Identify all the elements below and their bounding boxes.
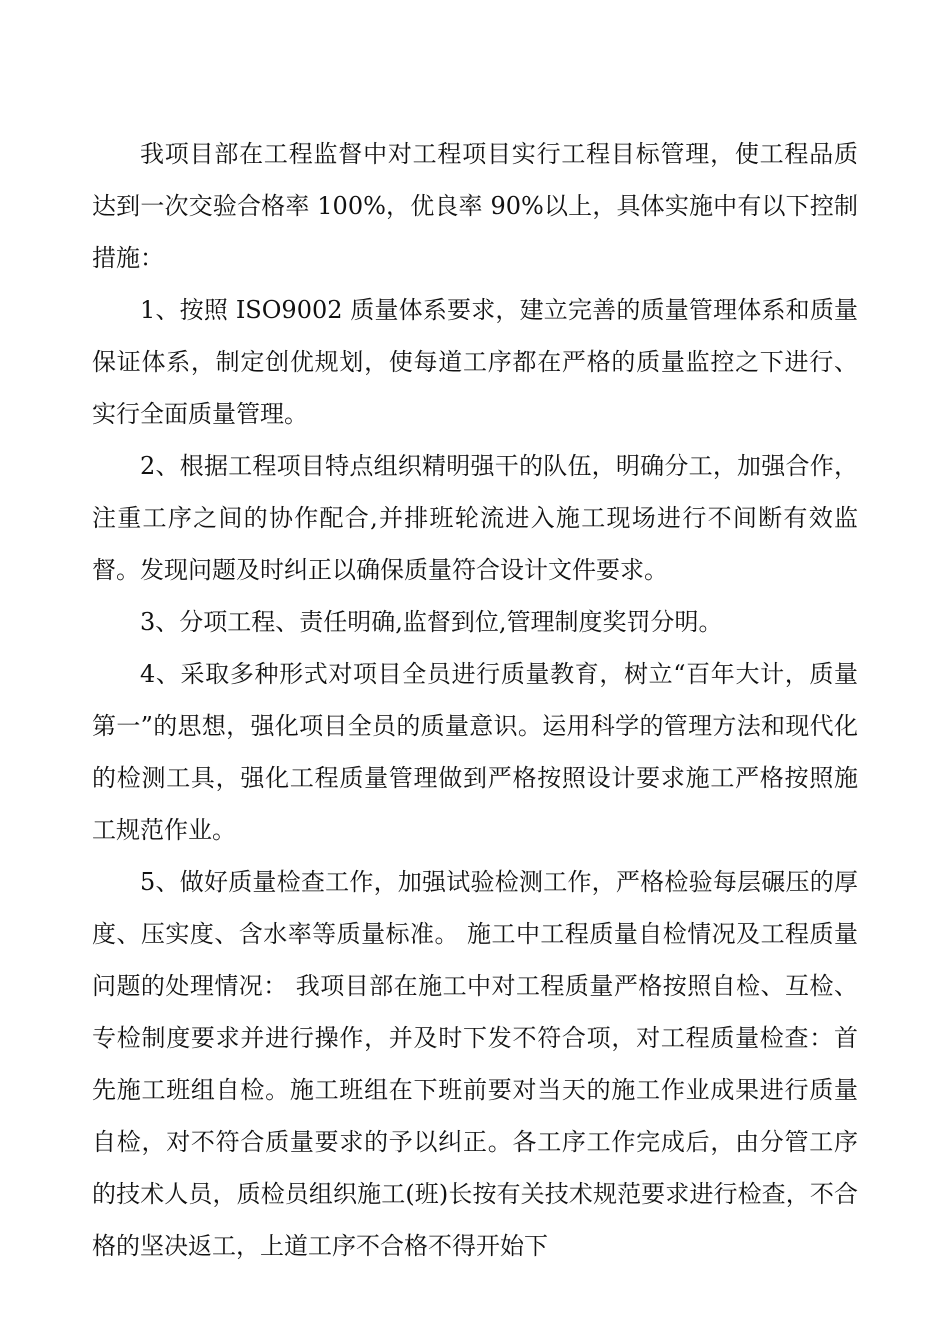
paragraph-item-4: 4、采取多种形式对项目全员进行质量教育，树立“百年大计，质量第一”的思想，强化项目全员的质量意识。运用科学的管理方法和现代化的检测工具，强化工程质量管理做到严格按照设计要求施工严格按照施工规范作业。 [92, 660, 858, 844]
paragraph-item-5: 5、做好质量检查工作，加强试验检测工作，严格检验每层碾压的厚度、压实度、含水率等质量标准。 施工中工程质量自检情况及工程质量问题的处理情况： 我项目部在施工中对工程质量严格按照自检、互检、专检制度要求并进行操作，并及时下发不符合项，对工程质量检查：首先施工班组自检。施工班组在下班前要对当天的施工作业成果进行质量自检，对不符合质量要求的予以纠正。各工序工作完成后，由分管工序的技术人员，质检员组织施工(班)长按有关技术规范要求进行检查，不合格的坚决返工，上道工序不合格不得开始下 [92, 868, 858, 1260]
paragraph-item-1: 1、按照 ISO9002 质量体系要求，建立完善的质量管理体系和质量保证体系，制定创优规划，使每道工序都在严格的质量监控之下进行、实行全面质量管理。 [92, 296, 858, 428]
document-body [92, 128, 858, 1272]
paragraph-item-2: 2、根据工程项目特点组织精明强干的队伍，明确分工，加强合作，注重工序之间的协作配合,并排班轮流进入施工现场进行不间断有效监督。发现问题及时纠正以确保质量符合设计文件要求。 [92, 452, 858, 584]
paragraph-intro: 我项目部在工程监督中对工程项目实行工程目标管理，使工程品质达到一次交验合格率 100%，优良率 90%以上，具体实施中有以下控制措施： [92, 140, 858, 272]
paragraph-item-3: 3、分项工程、责任明确,监督到位,管理制度奖罚分明。 [140, 608, 723, 636]
